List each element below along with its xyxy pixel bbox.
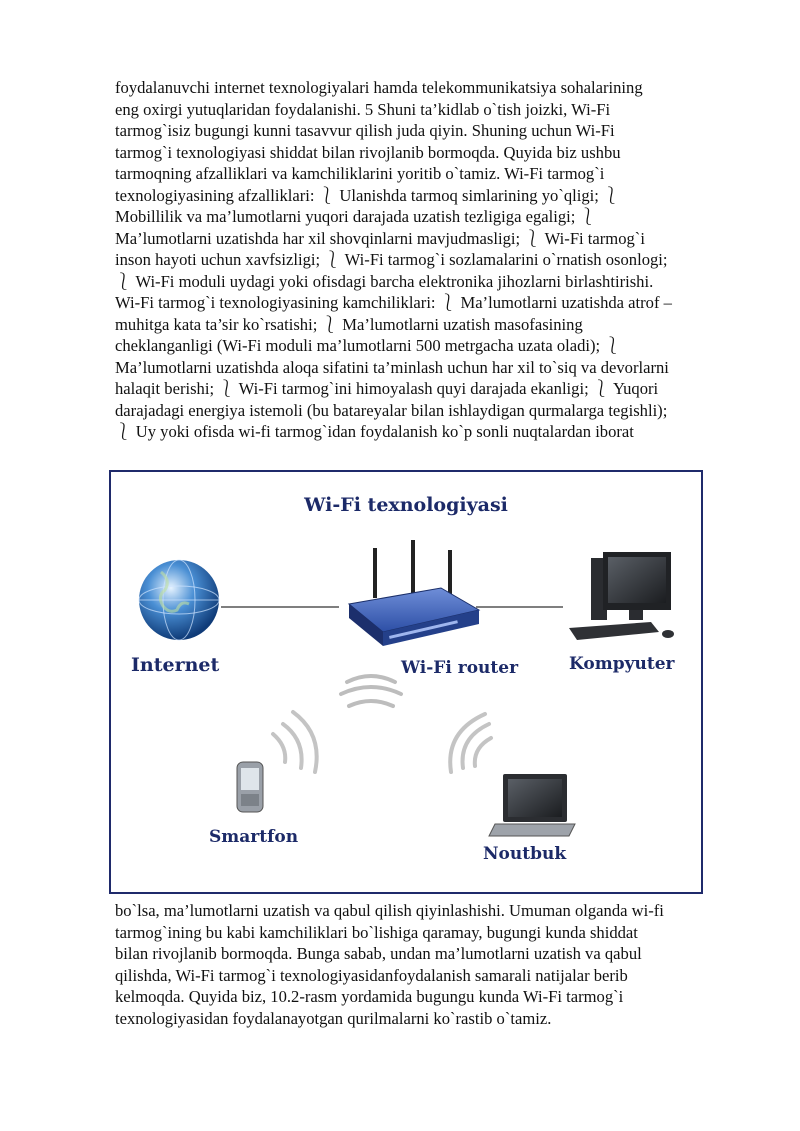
wifi-signal-icon [450, 714, 491, 772]
laptop-icon [489, 774, 575, 836]
figure-title: Wi-Fi texnologiyasi [304, 494, 508, 516]
wifi-signal-icon [341, 676, 401, 706]
label-smartphone: Smartfon [209, 827, 299, 847]
smartphone-icon [237, 762, 263, 812]
label-router: Wi-Fi router [401, 658, 519, 678]
globe-icon [139, 560, 219, 640]
label-laptop: Noutbuk [483, 844, 567, 864]
body-paragraph-bottom: bo`lsa, ma’lumotlarni uzatish va qabul qilish qiyinlashishi. Umuman olganda wi-fi tarmog`ining bu kabi kamchiliklari bo`lishiga qaramay, bugungi kunda shiddat bilan rivojlanib bormoqda. Bunga sabab, undan ma’lumotlarni uzatish va qabul qilishda, Wi-Fi tarmog`i texnologiyasidanfoydalanish samarali natijalar berib kelmoqda. Quyida biz, 10.2-rasm yordamida bugungu kunda Wi-Fi tarmog`i texnologiyasidan foydalanayotgan qurilmalarni ko`rastib o`tamiz. [115, 901, 664, 1028]
label-internet: Internet [131, 654, 220, 676]
wifi-diagram [111, 472, 701, 892]
body-paragraph-top: foydalanuvchi internet texnologiyalari hamda telekommunikatsiya sohalarining eng oxirgi yutuqlaridan foydalanishi. 5 Shuni ta’kidlab o`tish joizki, Wi-Fi tarmog`isiz bugungi kunni tasavvur qilish juda qiyin. Shuning uchun Wi-Fi tarmog`i texnologiyasi shiddat bilan rivojlanib bormoqda. Quyida biz ushbu tarmoqning afzalliklari va kamchiliklarini yoritib o`tamiz. Wi-Fi tarmog`i texnologiyasining afzalliklari: ⎱ Ulanishda tarmoq simlarining yo`qligi; ⎱ Mobillilik va ma’lumotlarni yuqori darajada uzatish tezligiga egaligi; ⎱ Ma’lumotlarni uzatishda har xil shovqinlarni mavjudmasligi; ⎱ Wi-Fi tarmog`i inson hayoti uchun xavfsizligi; ⎱ Wi-Fi tarmog`i sozlamalarini o`rnatish osonlogi; ⎱ Wi-Fi moduli uydagi yoki ofisdagi barcha elektronika jihozlarni birlashtirishi. Wi-Fi tarmog`i texnologiyasining kamchiliklari: ⎱ Ma’lumotlarni uzatishda atrof – muhitga kata ta’sir ko`rsatishi; ⎱ Ma’lumotlarni uzatish masofasining cheklanganligi (Wi-Fi moduli ma’lumotlarni 500 metrgacha uzata oladi); ⎱ Ma’lumotlarni uzatishda aloqa sifatini ta’minlash uchun har xil to`siq va devorlarni halaqit berishi; ⎱ Wi-Fi tarmog`ini himoyalash quyi darajada ekanligi; ⎱ Yuqori darajadagi energiya istemoli (bu batareyalar bilan ishlaydigan qurmalarga tegishli); ⎱ Uy yoki ofisda wi-fi tarmog`idan foydalanish ko`p sonli nuqtalardan iborat [115, 78, 672, 441]
wifi-figure [109, 470, 703, 894]
router-icon [349, 540, 479, 646]
wifi-signal-icon [273, 712, 317, 772]
label-computer: Kompyuter [569, 654, 675, 674]
computer-icon [569, 552, 674, 640]
